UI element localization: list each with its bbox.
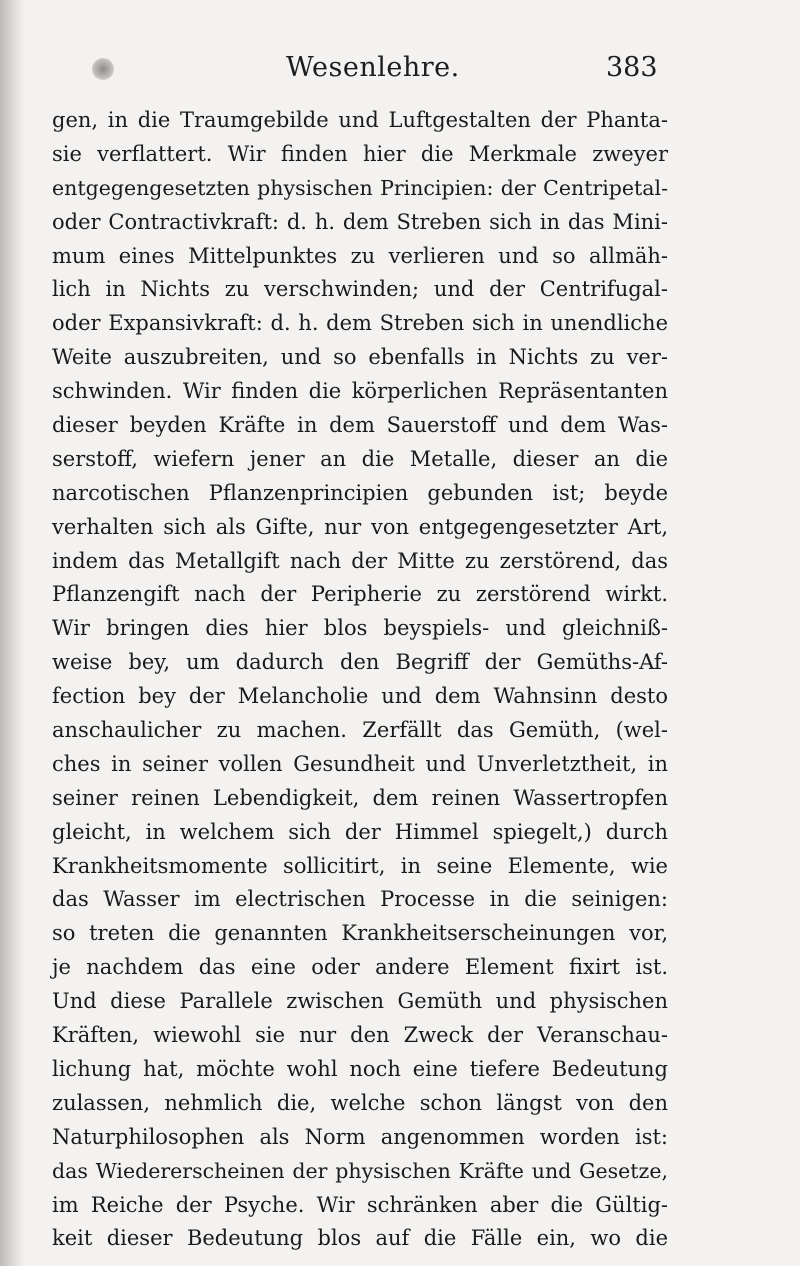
text-line: oder Contractivkraft: d. h. dem Streben sich in das Mini- [52, 209, 668, 234]
text-line: indem das Metallgift nach der Mitte zu zerstörend, das [52, 548, 668, 573]
text-line: fection bey der Melancholie und dem Wahnsinn desto [52, 684, 668, 709]
text-line: lich in Nichts zu verschwinden; und der Centrifugal- [52, 277, 668, 302]
text-line: lichung hat, möchte wohl noch eine tiefere Bedeutung [52, 1056, 668, 1081]
text-line: mum eines Mittelpunktes zu verlieren und so allmäh- [52, 243, 668, 268]
body-text [52, 104, 668, 1256]
text-line: zulassen, nehmlich die, welche schon längst von den [52, 1090, 668, 1115]
text-line: je nachdem das eine oder andere Element fixirt ist. [52, 955, 668, 980]
text-line: schwinden. Wir finden die körperlichen Repräsentanten [52, 379, 668, 404]
text-line: Naturphilosophen als Norm angenommen worden ist: [52, 1124, 668, 1149]
text-line: Wir bringen dies hier blos beyspiels- und gleichniß- [52, 616, 668, 641]
page-header [0, 52, 800, 92]
text-line: serstoff, wiefern jener an die Metalle, dieser an die [52, 446, 668, 471]
running-head: Wesenlehre. [286, 52, 460, 83]
page-edge-shadow [0, 0, 24, 1266]
text-line: dieser beyden Kräfte in dem Sauerstoff und dem Was- [52, 413, 668, 438]
text-line: seiner reinen Lebendigkeit, dem reinen Wassertropfen [52, 785, 668, 810]
text-line: gen, in die Traumgebilde und Luftgestalten der Phanta- [52, 108, 668, 132]
text-line: narcotischen Pflanzenprincipien gebunden ist; beyde [52, 480, 668, 505]
text-line: gleicht, in welchem sich der Himmel spiegelt,) durch [52, 819, 668, 844]
text-line: Und diese Parallele zwischen Gemüth und physischen [52, 989, 668, 1014]
text-line: anschaulicher zu machen. Zerfällt das Gemüth, (wel- [52, 718, 668, 743]
text-line: Pflanzengift nach der Peripherie zu zerstörend wirkt. [52, 582, 668, 607]
text-line: Kräften, wiewohl sie nur den Zweck der Veranschau- [52, 1023, 668, 1048]
text-line: entgegengesetzten physischen Principien: der Centripetal- [52, 175, 668, 200]
page-number: 383 [606, 52, 658, 83]
text-line: sie verflattert. Wir finden hier die Merkmale zweyer [52, 141, 668, 166]
text-line: ches in seiner vollen Gesundheit und Unverletztheit, in [52, 751, 668, 776]
text-line: das Wasser im electrischen Processe in die seinigen: [52, 887, 668, 912]
text-line: das Wiedererscheinen der physischen Kräfte und Gesetze, [52, 1158, 668, 1183]
text-line: im Reiche der Psyche. Wir schränken aber die Gültig- [52, 1192, 668, 1217]
text-line: Weite auszubreiten, und so ebenfalls in Nichts zu ver- [52, 345, 668, 370]
text-line: Krankheitsmomente sollicitirt, in seine Elemente, wie [52, 853, 668, 878]
text-line: oder Expansivkraft: d. h. dem Streben sich in unendliche [52, 311, 668, 336]
text-line: weise bey, um dadurch den Begriff der Gemüths-Af- [52, 650, 668, 675]
text-line: verhalten sich als Gifte, nur von entgegengesetzter Art, [52, 514, 668, 539]
text-line: keit dieser Bedeutung blos auf die Fälle ein, wo die [52, 1226, 668, 1251]
text-line: so treten die genannten Krankheitserscheinungen vor, [52, 921, 668, 946]
